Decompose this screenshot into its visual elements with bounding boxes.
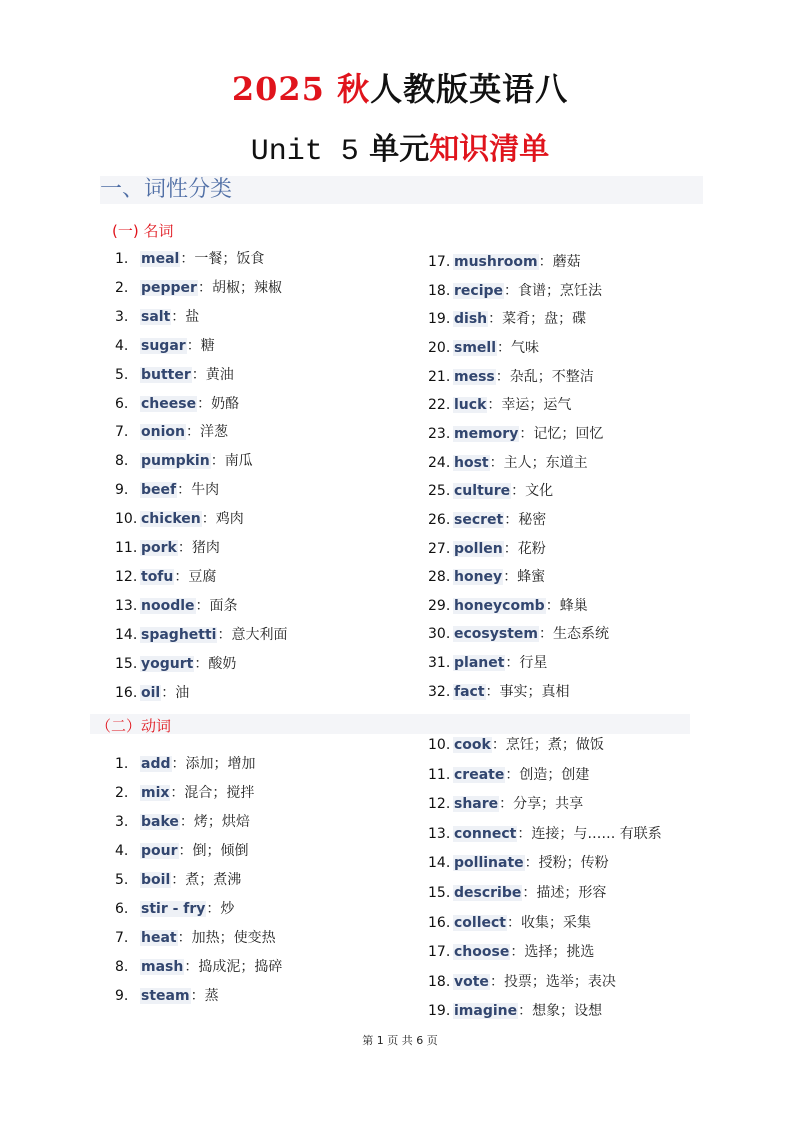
item-number: 4. [115, 842, 129, 859]
vocab-item [115, 278, 282, 298]
item-number: 20. [428, 339, 451, 356]
item-separator: ： [178, 842, 193, 859]
item-number: 8. [115, 958, 129, 975]
item-meaning: 盐 [185, 308, 200, 325]
item-separator: ： [503, 540, 518, 557]
item-number: 19. [428, 1003, 451, 1020]
item-number: 7. [115, 929, 129, 946]
item-word: tofu [141, 568, 174, 585]
item-separator: ： [503, 569, 518, 586]
item-number: 4. [115, 337, 129, 354]
vocab-item [428, 735, 604, 755]
title-edition: 人教版英语八 [370, 70, 569, 108]
vocab-item [428, 972, 616, 992]
vocab-item [115, 654, 236, 674]
page-footer: 第 1 页 共 6 页 [362, 1034, 438, 1047]
item-number: 15. [428, 885, 451, 901]
vocab-item [428, 567, 545, 587]
vocab-item [115, 625, 287, 645]
item-separator: ： [499, 796, 514, 813]
verbs-heading-bar [90, 714, 690, 734]
item-separator: ： [545, 597, 560, 614]
vocab-item [428, 539, 546, 559]
item-separator: ： [485, 683, 500, 700]
item-number: 10. [115, 511, 138, 528]
vocab-item [115, 899, 234, 919]
item-word: recipe [454, 282, 504, 299]
vocab-item [115, 928, 276, 948]
item-word: fact [454, 683, 485, 700]
item-word: oil [141, 684, 161, 701]
item-word: cook [454, 737, 491, 753]
item-meaning: 收集；采集 [521, 914, 592, 931]
item-number: 22. [428, 397, 451, 414]
vocab-item [115, 307, 199, 327]
item-word: pepper [141, 279, 197, 296]
item-separator: ： [179, 813, 194, 830]
item-number: 5. [115, 366, 129, 383]
vocab-item [428, 653, 547, 673]
item-separator: ： [489, 454, 504, 471]
item-meaning: 生态系统 [552, 626, 609, 643]
item-separator: ： [186, 337, 201, 354]
item-word: yogurt [141, 655, 194, 672]
item-meaning: 事实；真相 [499, 683, 570, 700]
item-number: 31. [428, 655, 451, 672]
section-heading: 一、词性分类 [100, 176, 703, 204]
item-meaning: 捣成泥；捣碎 [198, 958, 283, 975]
item-meaning: 烤；烘焙 [193, 813, 250, 830]
item-word: chicken [141, 511, 201, 528]
item-meaning: 油 [175, 684, 190, 701]
item-meaning: 混合；搅拌 [184, 784, 255, 801]
item-meaning: 食谱；烹饪法 [518, 282, 603, 299]
item-number: 3. [115, 308, 129, 325]
vocab-item [428, 281, 602, 301]
item-word: collect [454, 914, 507, 931]
vocab-item [115, 812, 250, 832]
item-number: 15. [115, 655, 138, 672]
item-number: 17. [428, 944, 451, 961]
item-meaning: 倒；倾倒 [192, 842, 249, 859]
vocab-item [428, 309, 586, 329]
item-number: 24. [428, 454, 451, 471]
item-separator: ： [210, 453, 225, 470]
vocab-item [115, 683, 189, 703]
item-number: 13. [115, 597, 138, 614]
item-word: host [454, 454, 489, 471]
item-separator: ： [505, 766, 520, 783]
item-separator: ： [489, 973, 504, 990]
item-word: mash [141, 958, 184, 975]
item-meaning: 创造；创建 [519, 766, 590, 783]
item-word: share [454, 796, 499, 813]
item-separator: ： [174, 568, 189, 585]
item-word: add [141, 756, 171, 772]
item-number: 8. [115, 453, 129, 470]
item-number: 17. [428, 254, 451, 270]
vocab-item [115, 567, 216, 587]
vocab-item [428, 794, 583, 814]
vocab-item [115, 870, 241, 890]
vocab-item [428, 824, 662, 844]
title-unit: Unit 5 [250, 135, 359, 169]
item-separator: ： [495, 368, 510, 385]
item-number: 1. [115, 251, 129, 267]
item-word: cheese [141, 395, 197, 412]
item-separator: ： [491, 737, 506, 753]
item-number: 18. [428, 973, 451, 990]
item-separator: ： [538, 254, 553, 270]
item-meaning: 幸运；运气 [501, 397, 572, 414]
item-separator: ： [510, 944, 525, 961]
item-word: secret [454, 511, 504, 528]
title-knowledge-list: 知识清单 [429, 132, 550, 167]
title-unit-word: 单元 [369, 132, 430, 167]
item-word: sugar [141, 337, 186, 354]
item-separator: ： [180, 251, 195, 267]
item-number: 26. [428, 511, 451, 528]
item-word: mix [141, 784, 170, 801]
item-meaning: 连接；与…… 有联系 [531, 825, 662, 842]
item-number: 2. [115, 279, 129, 296]
vocab-item [428, 1001, 602, 1021]
item-word: stir - fry [141, 900, 206, 917]
item-number: 11. [428, 766, 451, 783]
verbs-heading: （二）动词 [96, 717, 172, 735]
item-number: 19. [428, 311, 451, 328]
item-meaning: 炒 [220, 900, 235, 917]
item-word: salt [141, 308, 171, 325]
vocab-item [115, 336, 215, 356]
item-word: pour [141, 842, 178, 859]
vocab-item [428, 624, 609, 644]
item-word: noodle [141, 597, 195, 614]
item-separator: ： [505, 655, 520, 672]
item-separator: ： [171, 756, 186, 772]
item-number: 21. [428, 368, 451, 385]
item-number: 27. [428, 540, 451, 557]
item-number: 28. [428, 569, 451, 586]
vocab-item [428, 942, 594, 962]
item-meaning: 猪肉 [191, 540, 220, 556]
item-word: pollinate [454, 855, 524, 872]
item-number: 16. [115, 684, 138, 701]
item-meaning: 花粉 [517, 540, 546, 557]
item-word: planet [454, 655, 505, 672]
item-word: meal [141, 251, 180, 267]
item-meaning: 行星 [519, 655, 548, 672]
item-meaning: 豆腐 [188, 568, 217, 585]
vocab-item [428, 913, 591, 933]
item-separator: ： [504, 511, 519, 528]
item-separator: ： [177, 482, 192, 499]
item-word: butter [141, 366, 191, 383]
item-number: 9. [115, 987, 129, 1004]
vocab-item [115, 538, 220, 558]
vocab-item [115, 394, 239, 414]
item-meaning: 秘密 [518, 511, 547, 528]
item-word: pollen [454, 540, 503, 557]
item-separator: ： [171, 871, 186, 888]
item-separator: ： [504, 282, 519, 299]
item-separator: ： [522, 885, 537, 901]
item-meaning: 杂乱；不整洁 [509, 368, 594, 385]
item-word: pumpkin [141, 453, 210, 470]
item-separator: ： [517, 825, 532, 842]
item-meaning: 煮；煮沸 [185, 871, 242, 888]
item-word: bake [141, 813, 179, 830]
vocab-item [428, 481, 553, 501]
vocab-item [428, 682, 570, 702]
item-meaning: 一餐；饭食 [194, 251, 265, 267]
item-meaning: 洋葱 [199, 424, 228, 441]
item-separator: ： [161, 684, 176, 701]
item-number: 2. [115, 784, 129, 801]
item-meaning: 黄油 [205, 366, 234, 383]
item-number: 14. [115, 626, 138, 643]
item-separator: ： [184, 958, 199, 975]
item-meaning: 授粉；传粉 [538, 855, 609, 872]
vocab-item [115, 422, 228, 442]
item-number: 18. [428, 282, 451, 299]
item-separator: ： [170, 784, 185, 801]
item-separator: ： [507, 914, 522, 931]
item-number: 30. [428, 626, 451, 643]
item-meaning: 菜肴；盘；碟 [502, 311, 587, 328]
item-separator: ： [524, 855, 539, 872]
item-meaning: 糖 [200, 337, 215, 354]
item-word: imagine [454, 1003, 518, 1020]
vocab-item [115, 249, 264, 269]
document-title-line-2 [0, 124, 800, 169]
item-separator: ： [217, 626, 232, 643]
item-word: smell [454, 339, 497, 356]
item-separator: ： [177, 540, 192, 556]
title-year-season: 2025 秋 [231, 70, 371, 108]
item-meaning: 奶酪 [211, 395, 240, 412]
item-separator: ： [171, 308, 186, 325]
vocab-item [428, 424, 603, 444]
item-meaning: 主人；东道主 [503, 454, 588, 471]
item-separator: ： [190, 987, 205, 1004]
item-number: 14. [428, 855, 451, 872]
item-meaning: 蘑菇 [552, 254, 581, 270]
vocab-item [115, 451, 253, 471]
item-number: 6. [115, 900, 129, 917]
item-number: 16. [428, 914, 451, 931]
item-separator: ： [177, 929, 192, 946]
item-number: 9. [115, 482, 129, 499]
vocab-item [115, 957, 282, 977]
item-meaning: 描述；形容 [536, 885, 607, 901]
vocab-item [428, 367, 594, 387]
item-separator: ： [201, 511, 216, 528]
item-number: 5. [115, 871, 129, 888]
item-meaning: 加热；使变热 [191, 929, 276, 946]
item-word: luck [454, 397, 487, 414]
item-meaning: 牛肉 [191, 482, 220, 499]
item-number: 25. [428, 483, 451, 500]
item-number: 1. [115, 756, 129, 772]
item-word: describe [454, 885, 522, 901]
item-number: 11. [115, 540, 138, 556]
item-number: 12. [428, 796, 451, 813]
item-word: create [454, 766, 505, 783]
item-word: connect [454, 825, 517, 842]
item-number: 7. [115, 424, 129, 441]
item-word: vote [454, 973, 489, 990]
item-separator: ： [487, 397, 502, 414]
item-separator: ： [497, 339, 512, 356]
item-number: 13. [428, 825, 451, 842]
item-separator: ： [488, 311, 503, 328]
vocab-item [428, 338, 539, 358]
item-separator: ： [511, 483, 526, 500]
item-meaning: 蜂蜜 [517, 569, 546, 586]
item-separator: ： [185, 424, 200, 441]
item-meaning: 烹饪；煮；做饭 [505, 737, 604, 753]
vocab-item [428, 883, 606, 903]
item-meaning: 酸奶 [208, 655, 237, 672]
item-word: dish [454, 311, 488, 328]
item-number: 3. [115, 813, 129, 830]
item-number: 23. [428, 425, 451, 442]
item-number: 29. [428, 597, 451, 614]
item-meaning: 文化 [525, 483, 554, 500]
item-separator: ： [518, 1003, 533, 1020]
item-meaning: 胡椒；辣椒 [211, 279, 282, 296]
item-meaning: 选择；挑选 [524, 944, 595, 961]
item-separator: ： [197, 279, 212, 296]
item-word: onion [141, 424, 185, 441]
item-word: heat [141, 929, 177, 946]
item-meaning: 记忆；回忆 [533, 425, 604, 442]
item-separator: ： [519, 425, 534, 442]
item-number: 12. [115, 568, 138, 585]
item-meaning: 分享；共享 [513, 796, 584, 813]
item-word: honeycomb [454, 597, 545, 614]
vocab-item [115, 841, 249, 861]
item-number: 32. [428, 683, 451, 700]
vocab-item [428, 252, 581, 272]
vocab-item [115, 480, 219, 500]
item-separator: ： [538, 626, 553, 643]
item-meaning: 添加；增加 [185, 756, 256, 772]
vocab-item [115, 754, 256, 774]
item-word: steam [141, 987, 190, 1004]
item-word: mess [454, 368, 495, 385]
nouns-heading: (一) 名词 [112, 222, 174, 240]
vocab-item [115, 783, 254, 803]
item-meaning: 想象；设想 [532, 1003, 603, 1020]
item-word: boil [141, 871, 171, 888]
item-meaning: 鸡肉 [215, 511, 244, 528]
item-meaning: 蜂巢 [559, 597, 588, 614]
vocab-item [428, 395, 571, 415]
item-number: 6. [115, 395, 129, 412]
item-separator: ： [206, 900, 221, 917]
item-meaning: 意大利面 [231, 626, 288, 643]
item-separator: ： [191, 366, 206, 383]
vocab-item [428, 510, 546, 530]
document-title-line-1 [0, 64, 800, 110]
vocab-item [115, 986, 219, 1006]
item-meaning: 南瓜 [224, 453, 253, 470]
item-meaning: 面条 [209, 597, 238, 614]
vocab-item [428, 453, 588, 473]
item-word: ecosystem [454, 626, 538, 643]
vocab-item [428, 596, 588, 616]
vocab-item [115, 596, 238, 616]
item-word: pork [141, 540, 177, 556]
vocab-item [115, 365, 234, 385]
item-number: 10. [428, 737, 451, 753]
item-word: honey [454, 569, 503, 586]
item-separator: ： [194, 655, 209, 672]
item-meaning: 气味 [511, 339, 540, 356]
item-word: culture [454, 483, 511, 500]
item-word: mushroom [454, 254, 538, 270]
vocab-item [428, 765, 589, 785]
item-word: memory [454, 425, 519, 442]
item-word: spaghetti [141, 626, 217, 643]
item-word: beef [141, 482, 177, 499]
item-meaning: 投票；选举；表决 [503, 973, 616, 990]
vocab-item [428, 853, 609, 873]
item-word: choose [454, 944, 510, 961]
vocab-item [115, 509, 244, 529]
item-separator: ： [195, 597, 210, 614]
item-separator: ： [197, 395, 212, 412]
item-meaning: 蒸 [204, 987, 219, 1004]
